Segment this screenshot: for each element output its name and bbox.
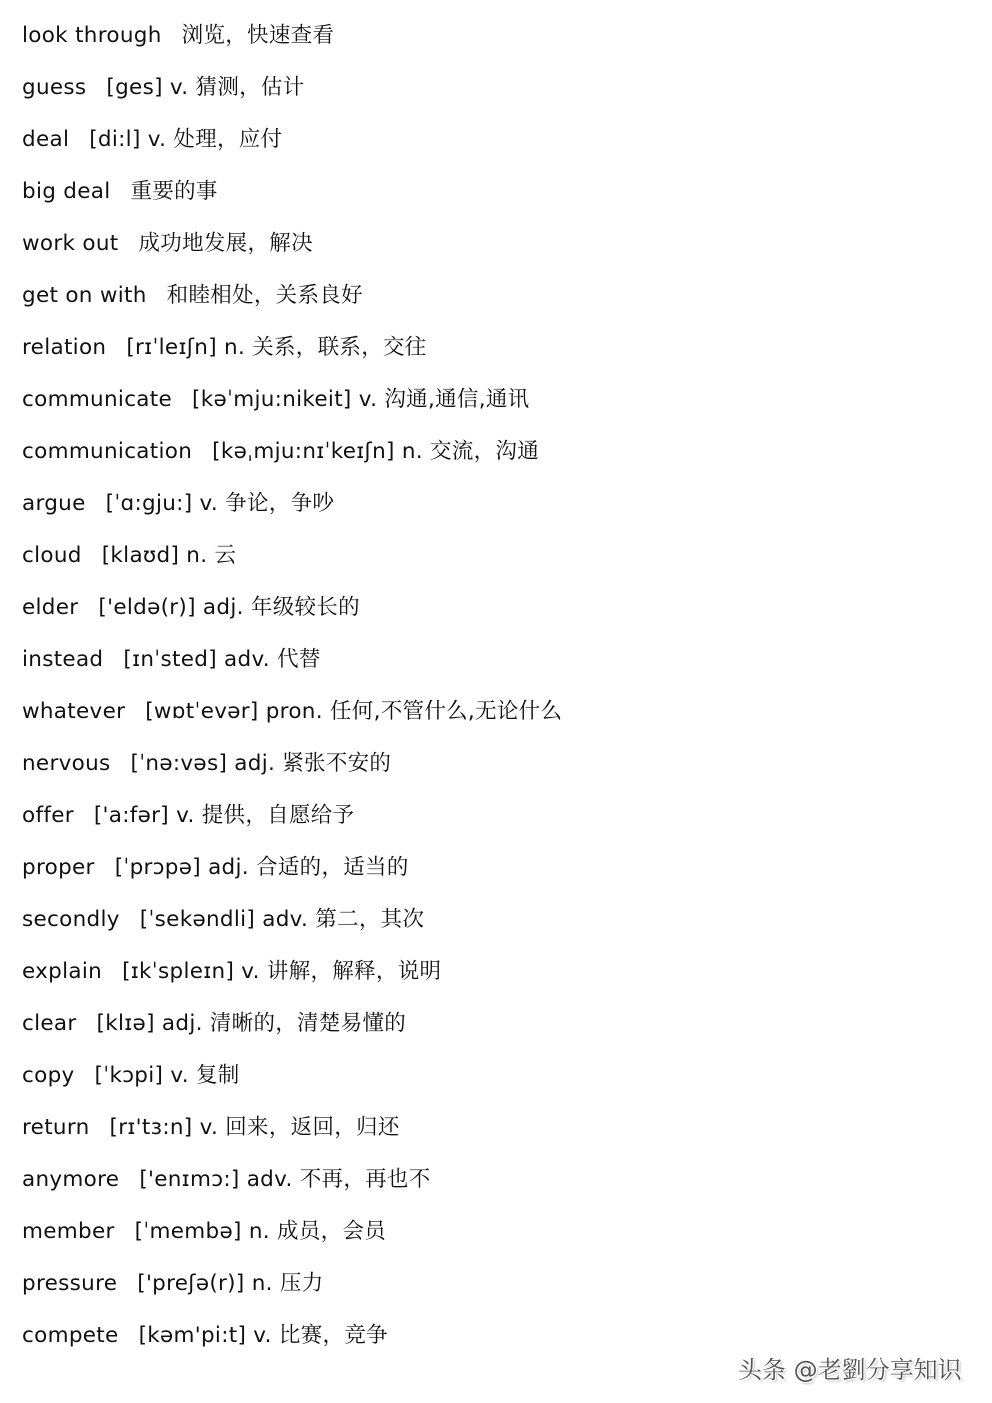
- vocabulary-entry: [22, 738, 562, 790]
- entry-word: big deal: [22, 179, 111, 204]
- vocabulary-entry: [22, 946, 562, 998]
- entry-definition: [di:l] v. 处理，应付: [89, 127, 283, 152]
- entry-definition: [kəˈmju:nikeit] v. 沟通,通信,通讯: [192, 387, 530, 412]
- entry-definition: [rɪˈleɪʃn] n. 关系，联系，交往: [126, 335, 427, 360]
- vocabulary-entry: [22, 62, 562, 114]
- vocabulary-entry: [22, 530, 562, 582]
- vocabulary-entry: [22, 218, 562, 270]
- entry-word: relation: [22, 335, 107, 360]
- entry-definition: [kəˌmju:nɪˈkeɪʃn] n. 交流，沟通: [212, 439, 540, 464]
- entry-definition: [ˈprɔpə] adj. 合适的，适当的: [114, 855, 409, 880]
- vocabulary-entry: [22, 1206, 562, 1258]
- entry-word: deal: [22, 127, 70, 152]
- entry-definition: 和睦相处，关系良好: [166, 283, 363, 308]
- entry-word: offer: [22, 803, 74, 828]
- entry-word: explain: [22, 959, 103, 984]
- vocabulary-entry: [22, 1310, 562, 1362]
- entry-definition: ['preʃə(r)] n. 压力: [137, 1271, 324, 1296]
- vocabulary-entry: [22, 10, 562, 62]
- entry-word: member: [22, 1219, 115, 1244]
- vocabulary-entry: [22, 1154, 562, 1206]
- vocabulary-entry: [22, 998, 562, 1050]
- entry-definition: [kəm'pi:t] v. 比赛，竞争: [138, 1323, 388, 1348]
- vocabulary-entry: [22, 426, 562, 478]
- entry-word: look through: [22, 23, 162, 48]
- watermark: 头条 @老劉分享知识: [738, 1356, 962, 1384]
- entry-word: cloud: [22, 543, 82, 568]
- vocabulary-entry: [22, 1102, 562, 1154]
- vocabulary-entry: [22, 322, 562, 374]
- entry-definition: [wɒtˈevər] pron. 任何,不管什么,无论什么: [145, 699, 563, 724]
- entry-word: nervous: [22, 751, 111, 776]
- entry-word: proper: [22, 855, 95, 880]
- vocabulary-entry: [22, 634, 562, 686]
- vocabulary-list: [22, 10, 562, 1362]
- entry-definition: [ɪkˈspleɪn] v. 讲解，解释，说明: [122, 959, 442, 984]
- entry-word: anymore: [22, 1167, 120, 1192]
- entry-word: elder: [22, 595, 79, 620]
- vocabulary-entry: [22, 1050, 562, 1102]
- entry-definition: ['enɪmɔ:] adv. 不再，再也不: [139, 1167, 431, 1192]
- entry-word: whatever: [22, 699, 126, 724]
- vocabulary-entry: [22, 374, 562, 426]
- entry-definition: 浏览，快速查看: [181, 23, 335, 48]
- entry-definition: [klɪə] adj. 清晰的，清楚易懂的: [96, 1011, 407, 1036]
- vocabulary-entry: [22, 270, 562, 322]
- vocabulary-entry: [22, 582, 562, 634]
- entry-word: guess: [22, 75, 87, 100]
- vocabulary-entry: [22, 166, 562, 218]
- entry-definition: [ˈmembə] n. 成员，会员: [134, 1219, 387, 1244]
- vocabulary-entry: [22, 894, 562, 946]
- entry-word: communication: [22, 439, 193, 464]
- entry-definition: [ˈsekəndli] adv. 第二，其次: [139, 907, 425, 932]
- entry-definition: [rɪ'tɜ:n] v. 回来，返回，归还: [109, 1115, 400, 1140]
- entry-definition: ['a:fər] v. 提供，自愿给予: [93, 803, 355, 828]
- vocabulary-entry: [22, 842, 562, 894]
- entry-word: instead: [22, 647, 104, 672]
- entry-definition: [ˈkɔpi] v. 复制: [94, 1063, 240, 1088]
- vocabulary-entry: [22, 478, 562, 530]
- entry-definition: [ˈɑ:gju:] v. 争论，争吵: [105, 491, 335, 516]
- entry-word: return: [22, 1115, 90, 1140]
- entry-definition: 重要的事: [130, 179, 218, 204]
- entry-word: copy: [22, 1063, 75, 1088]
- entry-word: secondly: [22, 907, 120, 932]
- entry-definition: ['eldə(r)] adj. 年级较长的: [98, 595, 360, 620]
- entry-word: compete: [22, 1323, 119, 1348]
- entry-word: communicate: [22, 387, 173, 412]
- entry-word: work out: [22, 231, 119, 256]
- entry-definition: [ɪnˈsted] adv. 代替: [123, 647, 321, 672]
- entry-definition: [ˈnə:vəs] adj. 紧张不安的: [130, 751, 392, 776]
- entry-definition: [ges] v. 猜测，估计: [106, 75, 305, 100]
- vocabulary-entry: [22, 1258, 562, 1310]
- entry-definition: [klaʊd] n. 云: [101, 543, 237, 568]
- entry-word: clear: [22, 1011, 77, 1036]
- entry-word: argue: [22, 491, 86, 516]
- entry-word: get on with: [22, 283, 147, 308]
- entry-definition: 成功地发展，解决: [138, 231, 313, 256]
- vocabulary-entry: [22, 686, 562, 738]
- entry-word: pressure: [22, 1271, 118, 1296]
- vocabulary-entry: [22, 790, 562, 842]
- vocabulary-entry: [22, 114, 562, 166]
